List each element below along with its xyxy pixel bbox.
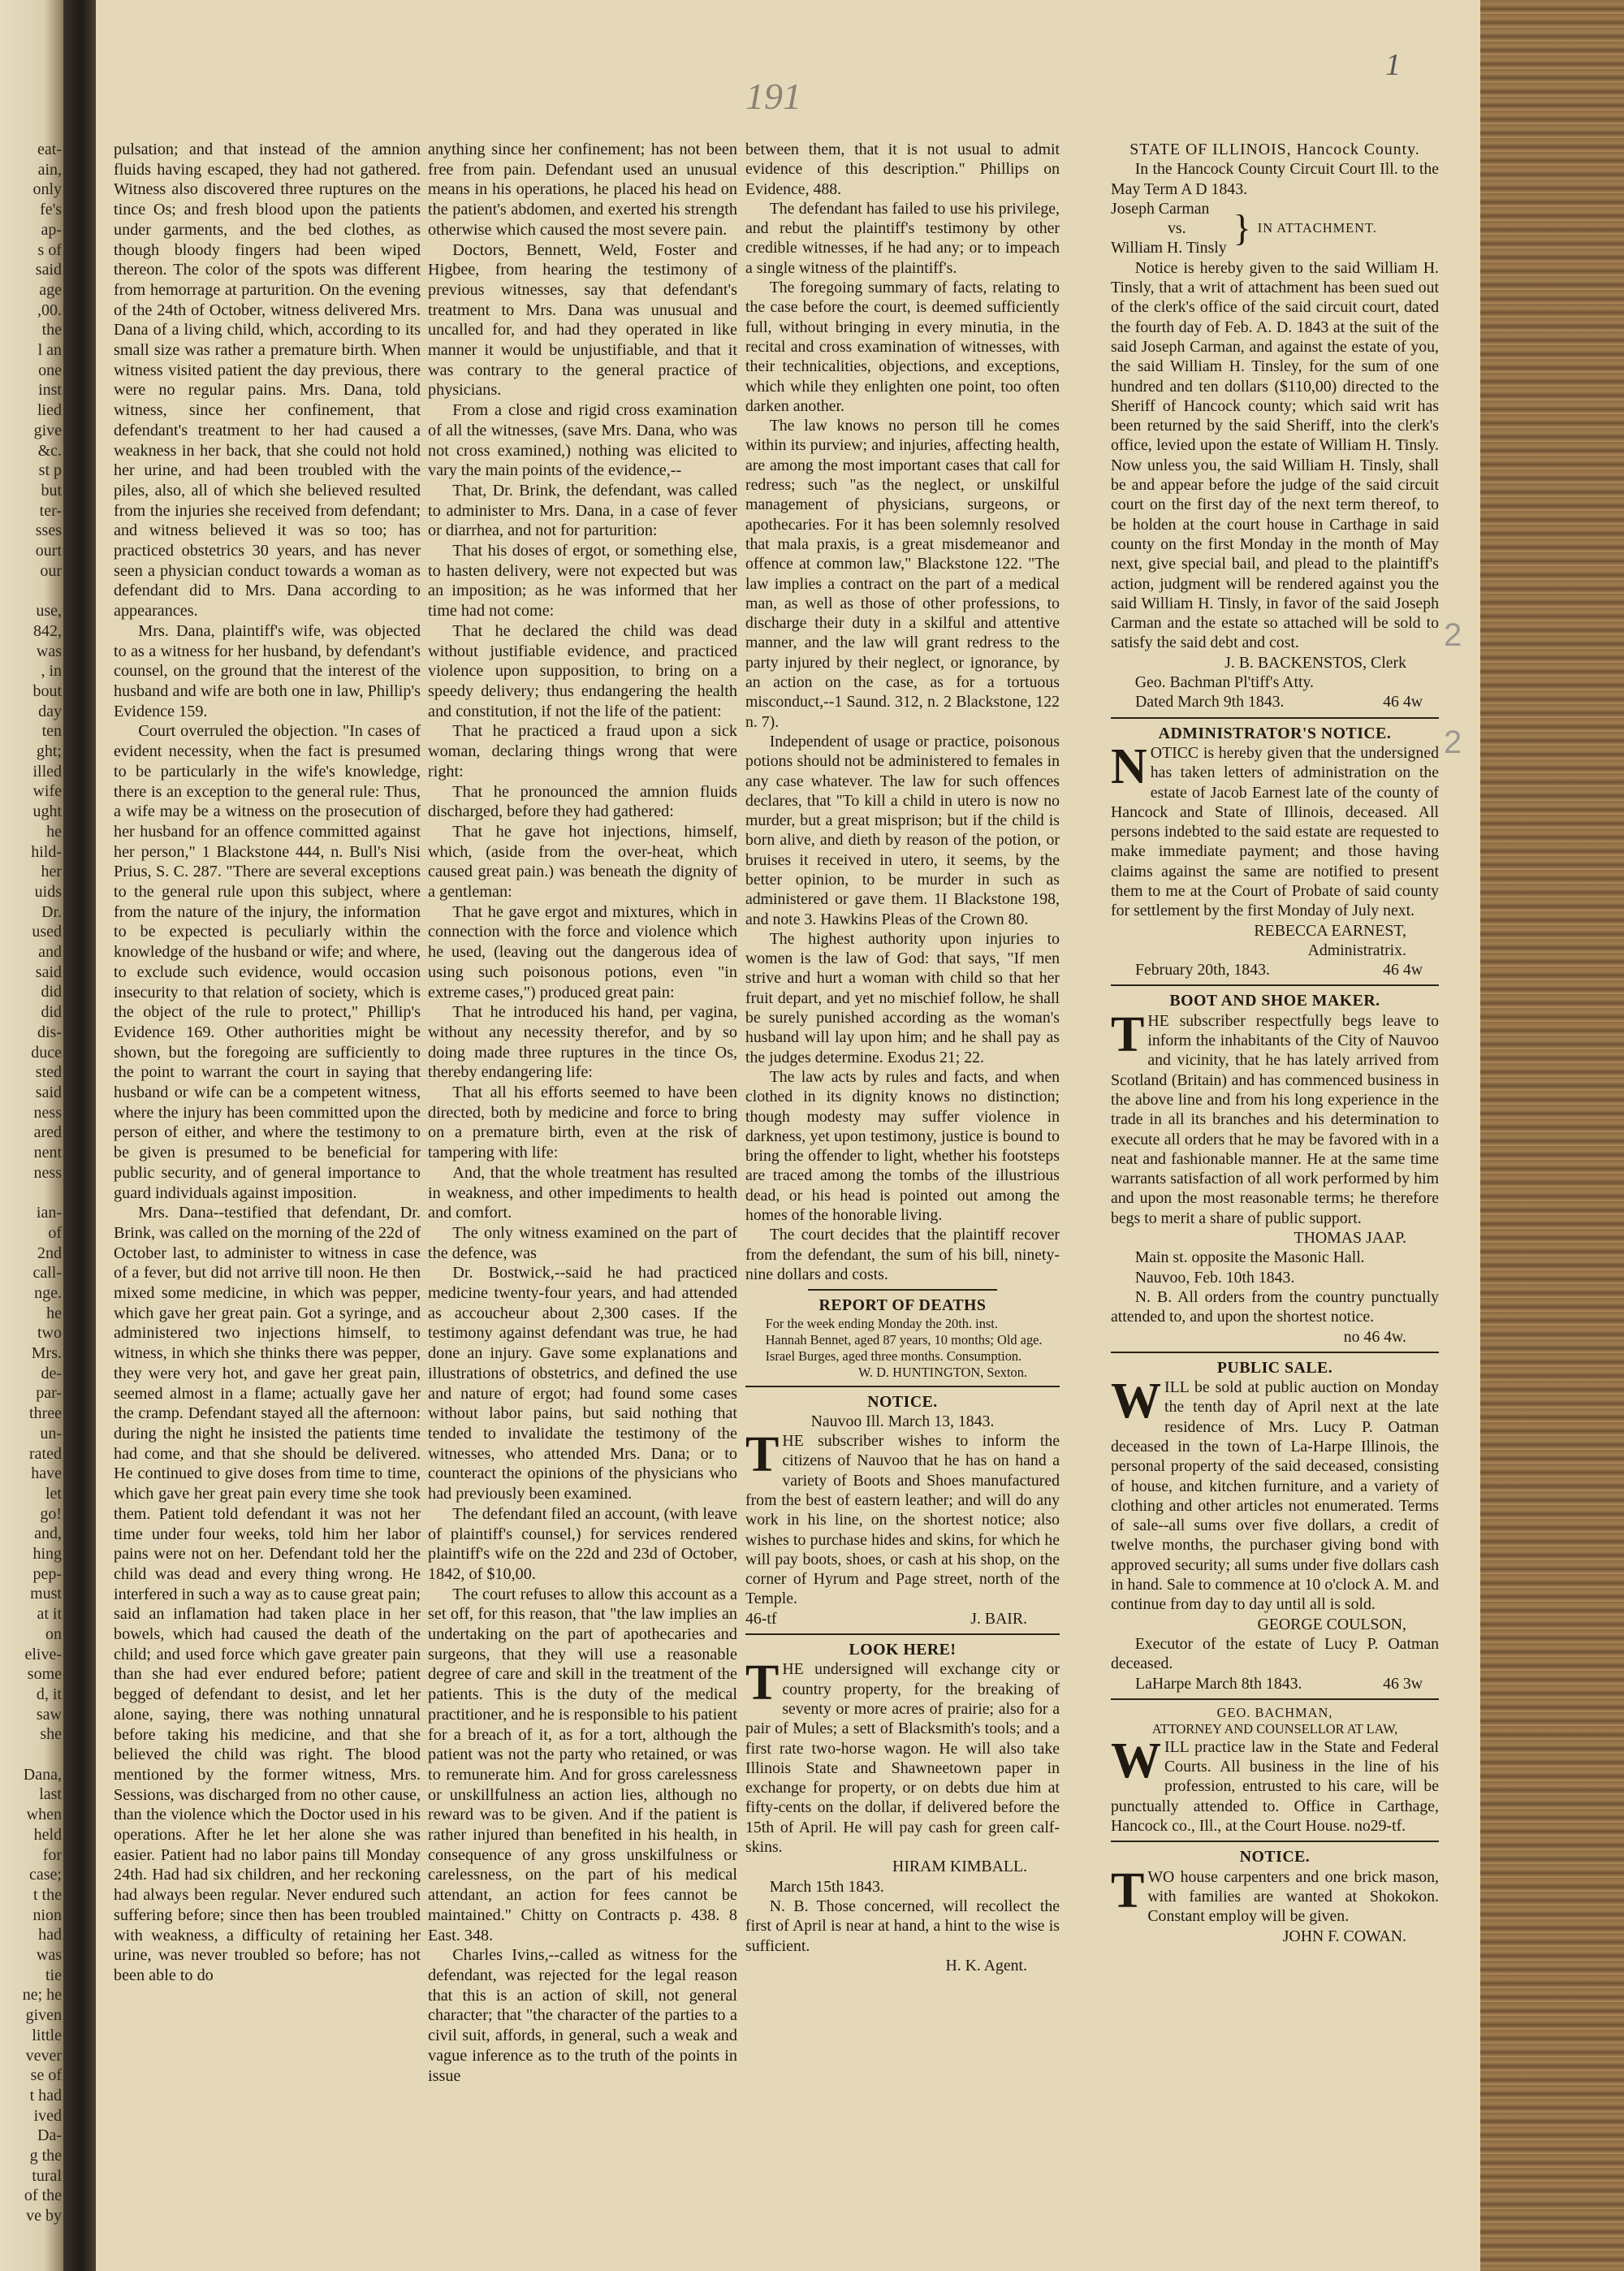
left-page-fragment: eat-: [37, 141, 62, 158]
left-page-fragment: ourt: [35, 542, 62, 560]
plaintiff-name: Joseph Carman: [1111, 199, 1210, 218]
divider: [1111, 1698, 1439, 1700]
admin-body: NOTICC is hereby given that the undersigned has taken letters of administration on the estate of Jacob Earnest late of the county of Hancock and State of Illinois, deceased. All persons indebted to the said estate are requested to make immediate payment; and those having claims against the same are notified to present them to me at the Court of Probate of said county for settlement by the first Monday of July next.: [1111, 738, 1439, 920]
left-page-fragment: let: [45, 1484, 62, 1503]
col3-paragraph: The foregoing summary of facts, relating to the case before the court, is deemed sufficiently full, without bringing in every minutia, in the recital and cross examination of witnesses, with their technicalities, objections, and exceptions, which while they enlighten one point, too often darken another.: [745, 279, 1060, 415]
divider: [1111, 1352, 1439, 1353]
left-page-fragment: illed: [32, 762, 62, 781]
col3-paragraph: The court decides that the plaintiff recover from the defendant, the sum of his bill, ninety-nine dollars and costs.: [745, 1226, 1060, 1283]
bachman-code: no29-tf.: [1354, 1817, 1406, 1836]
finding-item: And, that the whole treatment has resulted in weakness, and other impediments to health and comfort.: [428, 1163, 737, 1222]
left-page-fragment: ness: [33, 1103, 62, 1122]
left-page-fragment: given: [25, 2006, 62, 2025]
finding-item: That he introduced his hand, per vagina, without any necessity therefor, and by so doing made three ruptures in the tince Os, thereby endangering life:: [428, 1003, 737, 1082]
book-gutter: [63, 0, 96, 2271]
col3-paragraph: The defendant has failed to use his privilege, and rebut the plaintiff's testimony by other credible witnesses, if he had any; or to impeach a single witness of the plaintiff's.: [745, 199, 1060, 277]
sale-date: LaHarpe March 8th 1843.: [1135, 1674, 1302, 1693]
left-page-fragment: uids: [34, 882, 62, 901]
left-page-fragment: elive-: [24, 1645, 62, 1663]
left-page-fragment: go!: [40, 1504, 62, 1523]
col2-paragraph: Dr. Bostwick,--said he had practiced medicine twenty-four years, and had attended as accoucheur about 2,300 cases. If the testimony against defendant was true, he had done an injury. Gave some explanations and illustrations of obstetrics, and defined the use and nature of ergot; had found some cases without labor pains, but said nothing that tended to invalidate the testimony of the witnesses, who attended Mrs. Dana; or to counteract the opinions of the physicians who had previously been examined.: [428, 1264, 737, 1503]
defendant-name: William H. Tinsly: [1111, 239, 1227, 257]
column-4: [1111, 140, 1439, 1946]
left-page-fragment: was: [36, 642, 62, 660]
left-page-fragment: tie: [45, 1966, 62, 1984]
admin-role: Administratrix.: [1307, 941, 1406, 959]
finding-item: That he pronounced the amnion fluids discharged, before they had gathered:: [428, 782, 737, 821]
left-page-fragment: hing: [32, 1545, 62, 1563]
bachman-body: WILL practice law in the State and Federal Courts. All business in the line of his profession, entrusted to his care, will be punctually attended to. Office in Carthage, Hancock co., Ill., at the Court House. no29-tf.: [1111, 1732, 1439, 1836]
sale-name: GEORGE COULSON,: [1257, 1615, 1406, 1633]
finding-item: That, Dr. Brink, the defendant, was called to administer to Mrs. Dana, in a case of fever or diarrhea, and not for parturition:: [428, 481, 737, 540]
col1-paragraph: Mrs. Dana--testified that defendant, Dr. Brink, was called on the morning of the 22d of October last, to administer to witness in case of a fever, but did not arrive till noon. He then mixed some medicine, in which was pepper, which gave her great pain. Got a syringe, and administered two injections himself, to witness, in which she thinks there was pepper, they were very hot, and gave her great pain, seemed almost in a flame; actually gave her the cramp. Defendant stayed all the afternoon: during the night he insisted the patients time had come, and that she should be delivered. He continued to give doses from time to time, which gave her great pain every time she took them. Patient told defendant it was not her time under four weeks, told him her labor pains were not on her. Defendant told her the child was dead and every thing wrong. He interfered in such a way as to cause great pain; said an inflamation had taken place in her bowels, which had caused the death of the child; and used force which gave greater pain than she had ever endured before; patient begged of defendant to desist, and let her alone, saying, there was nothing unnatural before taking his medicine, and that she believed the child was right. The blood mentioned by the former witness, Mrs. Sessions, was discharged from no other cause, than the violence which the Doctor used in his operations. After he let her alone she was easier. Patient had no labor pains till Monday 24th. Had had six children, and her reckoning had always been regular. Never endured such suffering before; since then has been troubled with weakness, a difficulty of retaining her urine, was never troubled so before; has not been able to do: [114, 1204, 421, 1984]
state-line: STATE OF ILLINOIS, Hancock County.: [1129, 141, 1420, 158]
left-page-fragment: tural: [32, 2166, 62, 2185]
left-page-fragment: of: [48, 1223, 62, 1242]
left-page-fragment: un-: [40, 1424, 62, 1443]
column-3: [745, 140, 1060, 1975]
col3-paragraph: The law knows no person till he comes within its purview; and injuries, affecting health, are among the most important cases that call for redress; such "as the neglect, or unskilful management of physicians, surgeons, or apothecaries. For it has been solemnly resolved that mala praxis, is a great misdemeanor and offence at common law," Blackstone 122. "The law implies a contract on the part of a medical man, as well as those of other professions, to discharge their duty in a skilful and attentive manner, and the law will grant redress to the party injured by their neglect, or ignorance, by an action on the case, as for a tortuous misconduct,--1 Saund. 312, n. 2 Blackstone, 122 n. 7).: [745, 417, 1060, 731]
left-page-fragment: little: [32, 2026, 62, 2044]
divider: [745, 1386, 1060, 1387]
left-page-fragment: said: [35, 962, 62, 981]
left-page-fragment: fe's: [40, 201, 62, 219]
case-caption: [1111, 199, 1439, 258]
col1-paragraph: Mrs. Dana, plaintiff's wife, was objected to as a witness for her husband, by defendant's counsel, on the ground that the interest of the husband and wife are both one in law, Phillip's Evidence 159.: [114, 621, 421, 720]
left-page-fragment: age: [39, 280, 62, 299]
left-page-fragment: two: [37, 1324, 62, 1343]
col2-paragraph: The court refuses to allow this account as a set off, for this reason, that "the law implies an undertaking on the part of apothecaries and surgeons, that they will use a reasonable degree of care and skill in the treatment of the patients. This is the duty of the medical practitioner, and he is responsible to his patient for a breach of it, as for a tort, although the patient was not the party who retained, or was to remunerate him. And for gross carelessness or unskillfulness an action lies, although no reward was to be given. And if the patient is rather injured than benefited in his health, in consequence of any gross unskilfulness or carelessness, on the part of his medical attendant, an action for fees cannot be maintained." Chitty on Contracts p. 438. 8 East. 348.: [428, 1585, 737, 1944]
left-page-fragment: said: [35, 261, 62, 279]
margin-mark: 2: [1444, 617, 1462, 653]
finding-item: That all his efforts seemed to have been directed, both by medicine and force to bring on a premature birth, even at the risk of tampering with life:: [428, 1084, 737, 1162]
boot-nb: N. B. All orders from the country punctually attended to, and upon the shortest notice.: [1111, 1287, 1439, 1326]
finding-item: That he declared the child was dead without justifiable evidence, and practiced violence upon supposition, to bring on a speedy delivery; thus endangering the health and constitution, if not the life of the patient:: [428, 621, 737, 720]
left-page-fragment: her: [41, 863, 62, 881]
look-title: LOOK HERE!: [849, 1641, 957, 1659]
column-2: [428, 140, 737, 2086]
look-agent: H. K. Agent.: [945, 1956, 1027, 1975]
left-page-fragment: said: [35, 1083, 62, 1101]
left-page-fragment: was: [36, 1946, 62, 1964]
left-page-fragment: lied: [37, 401, 62, 420]
deaths-title: REPORT OF DEATHS: [818, 1296, 987, 1315]
left-page-fragment: did: [41, 1003, 62, 1022]
left-page-fragment: call-: [32, 1264, 62, 1283]
left-page-fragment: she: [40, 1725, 62, 1744]
left-page-fragment: ian-: [36, 1204, 62, 1222]
left-page-fragment: for: [42, 1845, 62, 1864]
left-page-fragment: did: [41, 983, 62, 1001]
left-page-fragment: par-: [36, 1384, 62, 1403]
left-page-fragment: Da-: [37, 2126, 62, 2145]
left-page-fragment: dis-: [37, 1023, 62, 1041]
left-page-fragment: ght;: [36, 742, 62, 760]
notice-signature: J. BAIR.: [970, 1609, 1027, 1628]
sale-body: WILL be sold at public auction on Monday the tenth day of April next at the late residence of Mrs. Lucy P. Oatman deceased in the town of La-Harpe Illinois, the personal property of the said deceased, consisting of house, and kitchen furniture, and a variety of clothing and other articles not enumerated. Terms of sale--all sums over five dollars, a credit of twelve months, the purchaser giving bond with approved security; all sums under five dollars cash in hand. Sale to commence at 10 o'clock A. M. and continue from day to day until all is sold.: [1111, 1373, 1439, 1614]
finding-item: That he gave hot injections, himself, which, (aside from the over-heat, which caused great pain.) was beneath the dignity of a gentleman:: [428, 822, 737, 902]
left-page-fragment: one: [38, 361, 62, 379]
page-number: 191: [745, 76, 801, 117]
sale-footer: [1111, 1674, 1439, 1694]
admin-name: REBECCA EARNEST,: [1254, 921, 1406, 940]
look-nb: N. B. Those concerned, will recollect the first of April is near at hand, a hint to the wise is sufficient.: [745, 1897, 1060, 1955]
left-page-fragment: duce: [31, 1043, 62, 1062]
col2-paragraph: Doctors, Bennett, Weld, Foster and Higbee, from hearing the testimony of previous witnesses, say that defendant's treatment to Mrs. Dana was unusual and uncalled for, and had they operated in like manner it would be unjustifiable, and that it was contrary to the general practice of physicians.: [428, 240, 737, 400]
left-page-fragment: use,: [36, 602, 62, 621]
left-page-fragment: bout: [32, 681, 62, 700]
left-page-fragment: some: [27, 1665, 62, 1684]
boot-name: THOMAS JAAP.: [1294, 1229, 1406, 1248]
attachment-body: Notice is hereby given to the said William H. Tinsly, that a writ of attachment has been sued out of the clerk's office of the said circuit court, dated the fourth day of Feb. A. D. 1843 at the suit of the said Joseph Carman, and against the estate of you, the said William H. Tinsley, for the sum of one hundred and ten dollars ($110,00) directed to the Sheriff of Hancock county; which said writ has been returned by the said Sheriff, into the clerk's office, levied upon the estate of William H. Tinsly. Now unless you, the said William H. Tinsly, shall be and appear before the judge of the said circuit court on the first day of the next term thereof, to be holden at the court house in Carthage in said county on the first Monday in the month of May next, give special bail, and plead to the plaintiff's action, judgment will be rendered against you the said William H. Tinsly, in favor of the said Joseph Carman and the estate so attached will be sold to satisfy the said debt and cost.: [1111, 258, 1439, 652]
left-page-fragment: , in: [41, 662, 62, 681]
sale-role: Executor of the estate of Lucy P. Oatman deceased.: [1111, 1634, 1439, 1673]
admin-footer: [1111, 960, 1439, 980]
left-page-fragment: sses: [35, 521, 62, 540]
left-page-fragment: on: [45, 1624, 62, 1643]
left-page-fragment: Mrs.: [31, 1344, 62, 1362]
left-page-fragment: saw: [36, 1705, 62, 1724]
notice2-title: NOTICE.: [1239, 1848, 1311, 1867]
left-page-fragment: have: [31, 1464, 62, 1483]
notice-footer: [745, 1609, 1060, 1629]
attachment-code: 46 4w: [1383, 693, 1423, 712]
drop-cap: T: [1111, 1006, 1145, 1062]
col1-paragraph: pulsation; and that instead of the amnion fluids having escaped, they had not gathered. Witness also discovered three ruptures on the tince Os; and fresh blood upon the patients under garments, and the bed clothes, as though bloody fingers had been wiped thereon. The color of the spots was different from hemorrage at parturition. On the evening of the 24th of October, witness delivered Mrs. Dana of a living child, which, according to its small size was rather a premature birth. When witness visited patient the day previous, there were no regular pains. Mrs. Dana, told witness, since her confinement, that defendant's treatment to her had caused a weakness in her back, that she could not hold her urine, and had been troubled with the piles, also, all of which she believed resulted from the injuries she received from defendant; and witness believed it was so too; has practiced obstetrics 30 years, and has never seen a physician conduct towards a woman as defendant did to Mrs. Dana according to appearances.: [114, 141, 421, 621]
left-page-fragment: 2nd: [37, 1244, 62, 1262]
boot-date: Nauvoo, Feb. 10th 1843.: [1134, 1268, 1295, 1287]
notice-title: NOTICE.: [867, 1392, 938, 1411]
left-page-fragment: he: [46, 822, 62, 841]
divider: [1111, 717, 1439, 719]
left-page-fragment: ,00.: [37, 301, 62, 319]
divider: [1111, 1841, 1439, 1842]
page-edge: [1480, 0, 1624, 2271]
left-page-fragment: l an: [37, 341, 62, 359]
left-page-fragment: vever: [25, 2046, 62, 2065]
col2-paragraph: From a close and rigid cross examination of all the witnesses, (save Mrs. Dana, who was not cross examined,) nothing was elicited to vary the main points of the evidence,--: [428, 401, 737, 480]
left-page-fragment: when: [26, 1806, 62, 1824]
col1-paragraph: Court overruled the objection. "In cases of evident necessity, when the fact is presumed to be particularly in the wife's knowledge, there is an exception to the general rule: Thus, a wife may be a witness on the prosecution of her husband for an offence committed against her person," 1 Blackstone 444, n. Bull's Nisi Prius, S. C. 287. "There are several exceptions to the general rule upon this subject, where from the nature of the injury, the information to be expected is peculiarly within the knowledge of the husband or wife; and where, to exclude such evidence, would occasion insecurity to that relation of society, which is the object of the rule to protect," Phillip's Evidence 169. Other authorities might be shown, but the foregoing are sufficiently to the point to warrant the court in saying that husband or wife can be a competent witness, where the injury has been committed upon the person of either, and where the testimony to be given is presumed to be beneficial for public security, and of general importance to guard individuals against imposition.: [114, 722, 421, 1202]
left-page-fragment: 842,: [33, 621, 62, 640]
left-page-fragment: nent: [33, 1144, 62, 1161]
sale-code: 46 3w: [1383, 1674, 1423, 1693]
left-page-fragment: at it: [37, 1605, 62, 1624]
drop-cap: T: [1111, 1862, 1145, 1918]
left-page-fragment: de-: [41, 1364, 62, 1382]
brace-icon: }: [1233, 207, 1251, 249]
left-page-fragment: and,: [34, 1525, 62, 1543]
margin-mark: 2: [1444, 725, 1462, 760]
left-page-fragment: s of: [37, 240, 62, 259]
drop-cap: W: [1111, 1373, 1161, 1430]
left-page-fragment: nge.: [34, 1283, 62, 1302]
left-page-fragment: last: [39, 1785, 62, 1804]
left-page-fragment: must: [30, 1585, 62, 1603]
left-page-fragment: three: [29, 1404, 62, 1423]
left-page-fragment: se of: [30, 2066, 62, 2085]
finding-item: That his doses of ergot, or something else, to hasten delivery, were not expected but was an imposition; as he was informed that her time had not come:: [428, 542, 737, 621]
notice-body: THE subscriber wishes to inform the citizens of Nauvoo that he has on hand a variety of Boots and Shoes manufactured from the best of eastern leather; and will do any work in his line, on the shortest notice; also wishes to purchase hides and skins, for which he will pay boots, shoes, or cash at his shop, on the corner of Hyrum and Page street, north of the Temple.: [745, 1427, 1060, 1608]
look-date: March 15th 1843.: [769, 1877, 884, 1896]
drop-cap: W: [1111, 1732, 1161, 1789]
deaths-line: For the week ending Monday the 20th. inst.: [765, 1315, 998, 1331]
notice-code: 46-tf: [745, 1609, 777, 1628]
attachment-date: Dated March 9th 1843.: [1135, 693, 1285, 712]
look-signature: HIRAM KIMBALL.: [892, 1858, 1027, 1876]
left-page-fragment: the: [41, 321, 62, 340]
left-page-fragment: held: [33, 1825, 62, 1844]
left-page-fragment: he: [46, 1304, 62, 1322]
left-page-fragment: nion: [32, 1905, 62, 1924]
col3-paragraph: The law acts by rules and facts, and when clothed in its dignity knows no distinction; though modesty may suffer violence in darkness, yet upon testimony, justice is bound to bring the offender to light, whether his footsteps are traced among the tombs of the illustrious dead, or his head is pointed out among the homes of the honorable living.: [745, 1067, 1060, 1225]
left-page-fragment: Dr.: [41, 902, 62, 921]
finding-item: That he gave ergot and mixtures, which in connection with the force and violence which he used, (leaving out the dangerous idea of using such poisonous potions, even "in extreme cases,") produced great pain:: [428, 902, 737, 1001]
admin-date: February 20th, 1843.: [1135, 961, 1270, 980]
left-page-fragment: had: [38, 1926, 62, 1944]
left-page-fragment: g the: [29, 2147, 62, 2165]
notice-dateline: Nauvoo Ill. March 13, 1843.: [810, 1412, 995, 1430]
left-page-fragment: pep-: [32, 1564, 62, 1583]
left-page-fragment: t the: [33, 1885, 62, 1904]
look-body: THE undersigned will exchange city or country property, for the breaking of seventy or more acres of prairie; also for a pair of Mules; a sett of Blacksmith's tools; and a first rate two-horse wagon. He will also take Illinois State and Shawneetown paper in exchange for property, or on debts due him at fifty-cents on the dollar, if delivered before the 15th of April. He will pay cash for green calf-skins.: [745, 1655, 1060, 1857]
bachman-name: GEO. BACHMAN,: [1216, 1704, 1333, 1720]
court-line: In the Hancock County Circuit Court Ill. to the May Term A D 1843.: [1111, 160, 1439, 198]
deaths-line: Hannah Bennet, aged 87 years, 10 months; Old age.: [765, 1331, 1043, 1347]
left-page-fragment: and: [38, 943, 62, 961]
bachman-role: ATTORNEY AND COUNSELLOR AT LAW,: [1151, 1720, 1398, 1737]
notice2-signature: JOHN F. COWAN.: [1282, 1927, 1406, 1945]
left-page-fragment: wife: [32, 782, 62, 801]
admin-title: ADMINISTRATOR'S NOTICE.: [1158, 724, 1392, 742]
col2-paragraph: Charles Ivins,--called as witness for the defendant, was rejected for the legal reason that this is an action of skill, not general character; that "the character of the parties to a civil suit, affords, in general, such a weak and vague inference as to the truth of the points in issue: [428, 1946, 737, 2085]
left-page-fragment: but: [41, 481, 62, 500]
left-page-fragment: Dana,: [23, 1765, 62, 1784]
left-page-fragment: inst: [38, 381, 62, 400]
versus: vs.: [1168, 219, 1186, 238]
left-page-fragment: ared: [33, 1123, 62, 1142]
left-page-fragment: our: [40, 561, 62, 580]
col2-paragraph: The defendant filed an account, (with leave of plaintiff's counsel,) for services rendered plaintiff's wife on the 22d and 23d of October, 1842, of $10,00.: [428, 1504, 737, 1583]
left-page-edge: [0, 0, 63, 2271]
case-parties: [1111, 199, 1227, 258]
left-page-fragment: ap-: [41, 220, 62, 239]
divider: [1111, 984, 1439, 986]
left-page-fragment: used: [32, 923, 62, 941]
left-page-fragment: ve by: [26, 2207, 62, 2226]
corner-mark: 1: [1385, 48, 1401, 82]
col3-paragraph: between them, that it is not usual to admit evidence of this description." Phillips on Evidence, 488.: [745, 141, 1060, 198]
left-page-fragment: day: [38, 702, 62, 720]
col3-paragraph: The highest authority upon injuries to women is the law of God: that says, "If men strive and hurt a woman with child so that her fruit depart, and yet no mischief follow, he shall be surely punished according as the woman's husband will lay upon him; and he shall pay as the judges determine. Exodus 21; 22.: [745, 929, 1060, 1066]
left-page-fragment: case;: [29, 1866, 62, 1884]
left-page-fragment: sted: [35, 1063, 62, 1082]
attachment-footer: [1111, 692, 1439, 712]
boot-title: BOOT AND SHOE MAKER.: [1169, 992, 1380, 1010]
column-1: [114, 140, 421, 1986]
finding-item: That he practiced a fraud upon a sick woman, declaring things wrong that were right:: [428, 722, 737, 781]
divider: [745, 1633, 1060, 1635]
clerk-signature: J. B. BACKENSTOS, Clerk: [1224, 653, 1406, 672]
left-page-fragment: of the: [24, 2187, 62, 2205]
drop-cap: T: [745, 1427, 780, 1483]
left-page-fragment: hild-: [31, 842, 62, 861]
col2-paragraph: anything since her confinement; has not been free from pain. Defendant used an unusual means in his operations, he placed his head on the patient's abdomen, and exerted his strength otherwise which caused the most severe pain.: [428, 141, 737, 239]
newspaper-page: [96, 0, 1480, 2271]
attorney-line: Geo. Bachman Pl'tiff's Atty.: [1134, 673, 1314, 692]
left-page-fragment: only: [32, 180, 62, 199]
divider: [808, 1289, 996, 1291]
left-page-fragment: ne; he: [22, 1986, 62, 2005]
left-page-fragment: ness: [33, 1163, 62, 1182]
drop-cap: N: [1111, 738, 1147, 794]
boot-code: no 46 4w.: [1343, 1327, 1406, 1346]
admin-code: 46 4w: [1383, 961, 1423, 980]
attachment-label: IN ATTACHMENT.: [1257, 220, 1377, 236]
boot-address: Main st. opposite the Masonic Hall.: [1134, 1248, 1365, 1267]
left-page-fragment: ain,: [37, 160, 62, 179]
left-page-fragment: st p: [38, 461, 62, 480]
left-page-fragment: give: [33, 421, 62, 439]
left-page-fragment: ter-: [39, 501, 62, 520]
deaths-line: Israel Burges, aged three months. Consumption.: [765, 1347, 1022, 1364]
left-page-fragment: ught: [32, 802, 62, 821]
notice2-body: TWO house carpenters and one brick mason, with families are wanted at Shokokon. Constant employ will be given.: [1111, 1862, 1439, 1926]
boot-body: THE subscriber respectfully begs leave to inform the inhabitants of the City of Nauvoo and vicinity, that he has lately arrived from Scotland (Britain) and has commenced business in the above line and from his long experience in the trade in all its branches and his determination to execute all orders that he may be favored with in a neat and fashionable manner. He at the same time warrants satisfaction of all work performed by him and upon the most reasonable terms; he therefore begs to merit a share of public support.: [1111, 1006, 1439, 1227]
left-page-fragment: d, it: [36, 1685, 62, 1703]
left-page-fragment: rated: [29, 1444, 62, 1463]
col3-paragraph: Independent of usage or practice, poisonous potions should not be administered to females in any case whatever. The law for such offences declares, that "To kill a child in utero is now no murder, but a great misprison; but if the child is born alive, and dieth by reason of the potion, or bruises it received in utero, it seems, by the better opinion, to be murder in such as administered or gave them. 1I Blackstone 198, and note 3. Hawkins Pleas of the Crown 80.: [745, 732, 1060, 928]
left-page-fragment: t had: [29, 2086, 62, 2104]
drop-cap: T: [745, 1655, 780, 1711]
sale-title: PUBLIC SALE.: [1216, 1358, 1333, 1377]
deaths-sexton: W. D. HUNTINGTON, Sexton.: [857, 1364, 1027, 1380]
left-page-fragment: ten: [41, 722, 62, 741]
col2-paragraph: The only witness examined on the part of the defence, was: [428, 1223, 737, 1262]
left-page-fragment: &c.: [37, 441, 62, 460]
left-page-fragment: ived: [33, 2106, 62, 2125]
